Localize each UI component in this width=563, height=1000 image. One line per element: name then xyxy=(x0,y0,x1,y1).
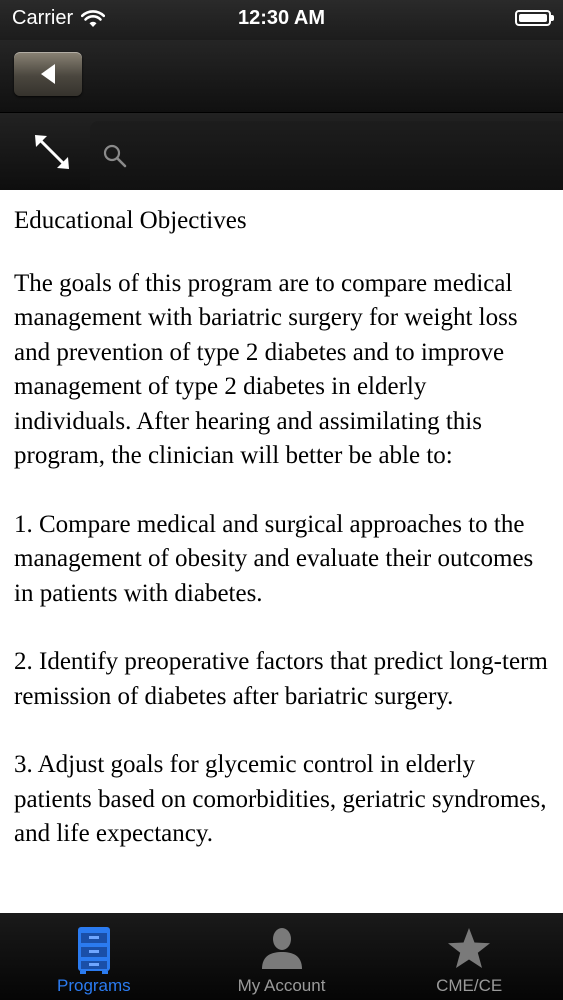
intro-paragraph: The goals of this program are to compare medical management with bariatric surgery for weight loss and prevention of type 2 diabetes and to improve management of type 2 diabetes in elderly individuals. After hearing and assimilating this program, the clinician will better be able to: xyxy=(14,269,518,469)
battery-icon xyxy=(515,10,551,26)
search-field[interactable] xyxy=(90,121,563,190)
expand-button[interactable] xyxy=(22,127,82,177)
battery-level xyxy=(519,14,547,22)
tab-programs-label: Programs xyxy=(56,976,131,995)
status-time: 12:30 AM xyxy=(237,7,326,29)
carrier-label: Carrier xyxy=(12,7,74,29)
objective-item-2: 2. Identify preoperative factors that predict long-term remission of diabetes after bariatric surgery. xyxy=(14,648,548,710)
search-input[interactable] xyxy=(134,121,563,192)
navigation-bar xyxy=(0,40,563,113)
status-bar xyxy=(0,0,563,40)
back-button[interactable] xyxy=(14,52,82,96)
person-icon xyxy=(260,925,304,971)
tab-my-account[interactable] xyxy=(188,913,376,1000)
star-icon xyxy=(446,925,492,971)
objective-item-1: 1. Compare medical and surgical approaches to the management of obesity and evaluate their outcomes in patients with diabetes. xyxy=(14,510,534,607)
programs-cabinet-icon xyxy=(74,925,114,975)
tab-cme-ce[interactable] xyxy=(375,913,563,1000)
objective-item-3: 3. Adjust goals for glycemic control in elderly patients based on comorbidities, geriatric syndromes, and life expectancy. xyxy=(14,751,547,847)
toolbar xyxy=(0,113,563,190)
tab-programs[interactable] xyxy=(0,913,188,1000)
search-icon xyxy=(102,143,128,169)
objectives-content xyxy=(0,190,563,913)
content-heading: Educational Objectives xyxy=(14,207,247,234)
tab-my-account-label: My Account xyxy=(237,976,326,995)
expand-arrows-icon xyxy=(29,129,75,175)
back-arrow-icon xyxy=(37,61,59,87)
tab-cme-ce-label: CME/CE xyxy=(436,976,503,995)
tab-bar xyxy=(0,913,563,1000)
